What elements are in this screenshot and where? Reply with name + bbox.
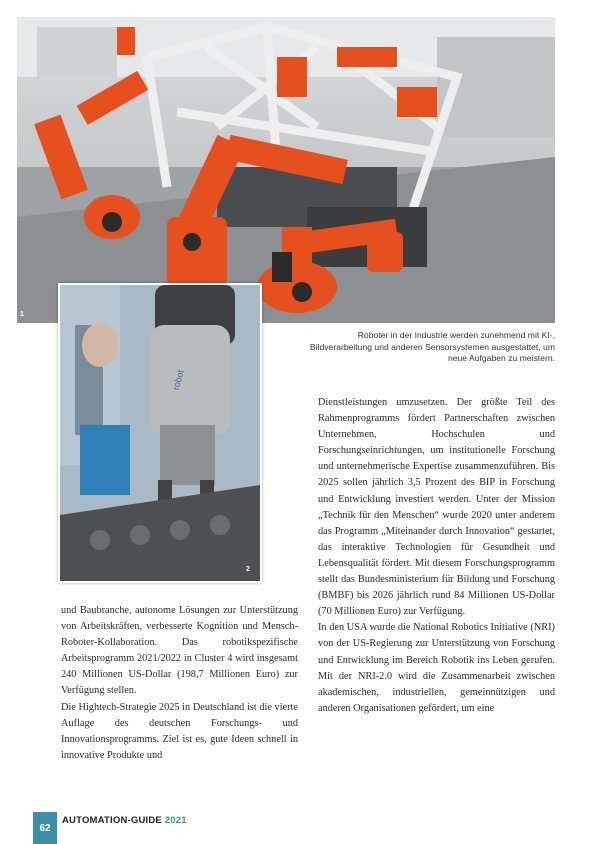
paragraph: Dienstleistungen umzusetzen. Der größte Teil des Rahmenprogramms fördert Partnerschaften zwischen Unternehmen, Hochschulen und Forschungseinrichtungen, um institutionelle Forschung und unternehmerische Expertise zusammenzuführen. Bis 2025 sollen jährlich 3,5 Prozent des BIP in Forschung und Entwicklung investiert werden. Unter der Mission „Technik für den Menschen“ wurde 2020 unter anderem das Programm „Miteinander durch Innovation“ gestartet, das interaktive Technologien für Gesundheit und Lebensqualität fördert. Mit diesem Forschungsprogramm stellt das Bundesministerium für Bildung und Forschung (BMBF) bis 2026 jährlich rund 84 Millionen US-Dollar (70 Millionen Euro) zur Verfügung. (318, 397, 555, 618)
paragraph: In den USA wurde die National Robotics Initiative (NRI) von der US-Regierung zur Unterstützung von Forschung und Entwicklung im Bereich Robotik ins Leben gerufen. Mit der NRI-2.0 wird die Zusammenarbeit zwischen akademischen, industriellen, gemeinnützigen und anderen Organisationen gefördert, um eine (318, 622, 555, 714)
guide-year: 2021 (164, 815, 187, 826)
page-number: 62 (33, 812, 57, 844)
publication-title (62, 815, 187, 826)
factory-robots-photo (17, 17, 555, 323)
guide-label: AUTOMATION-GUIDE (62, 815, 162, 826)
robot-brand-label: robot (170, 368, 186, 392)
photo-number-2: 2 (246, 566, 250, 573)
paragraph: und Baubranche, autonome Lösungen zur Unterstützung von Arbeitskräften, verbesserte Kognition und Mensch-Roboter-Kollaboration. Das robotikspezifische Arbeitsprogramm 2021/2022 in Cluster 4 wird insgesamt 240 Millionen US-Dollar (198,7 Millionen Euro) zur Verfügung stellen. (61, 605, 298, 697)
body-text-left-column (61, 603, 298, 764)
cobot-gripper-photo (58, 283, 262, 583)
photo-caption: Roboter in der Industrie werden zunehmend mit KI-, Bildverarbeitung und anderen Sensorsystemen ausgestattet, um neue Aufgaben zu meistern. (309, 330, 555, 363)
factory-robots-illustration (17, 17, 555, 323)
paragraph: Die Hightech-Strategie 2025 in Deutschland ist die vierte Auflage des deutschen Forschungs- und Innovationsprogramms. Ziel ist es, gute Ideen schnell in innovative Produkte und (61, 701, 298, 761)
body-text-right-column (318, 395, 555, 717)
photo-number-1: 1 (20, 311, 24, 318)
cobot-illustration (60, 285, 260, 581)
